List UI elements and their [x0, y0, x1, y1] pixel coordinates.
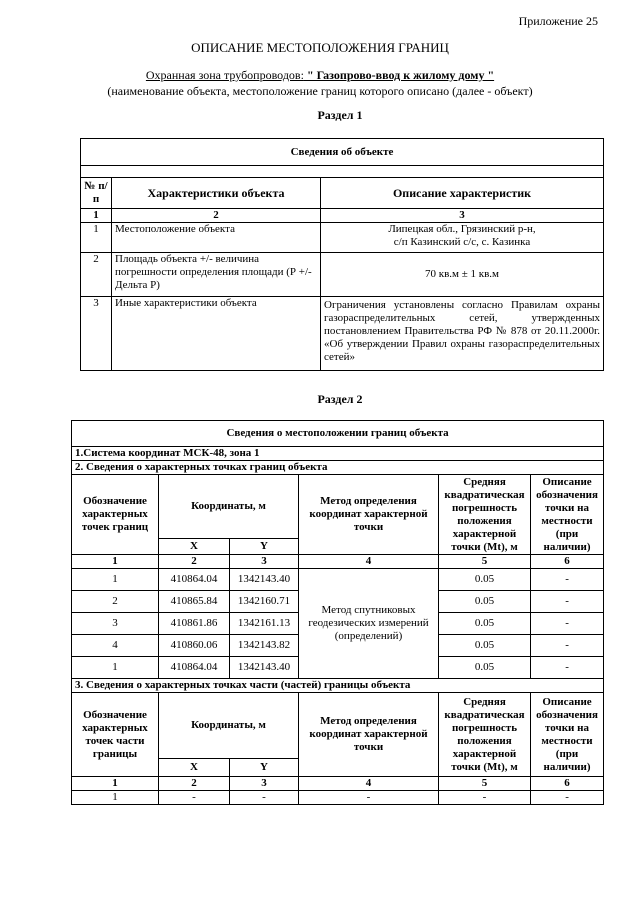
col-header-descr: Описание обозначения точки на местности (при наличии): [531, 475, 604, 555]
point-x: 410861.86: [159, 613, 230, 635]
col-header-char: Характеристики объекта: [112, 178, 321, 209]
row-num: 2: [81, 253, 112, 297]
col-header-x: X: [159, 539, 230, 555]
row-char: Иные характеристики объекта: [112, 297, 321, 371]
table-title: Сведения о местоположении границ объекта: [72, 421, 604, 447]
table-row: [81, 253, 604, 297]
point-mt: 0.05: [439, 569, 531, 591]
row-desc-line: Липецкая обл., Грязинский р-н,: [388, 223, 536, 235]
point-descr: -: [531, 569, 604, 591]
method-cell: Метод спутниковых геодезических измерений (определений): [299, 569, 439, 679]
row-char: Местоположение объекта: [112, 223, 321, 253]
row-num: 1: [81, 223, 112, 253]
page-title: ОПИСАНИЕ МЕСТОПОЛОЖЕНИЯ ГРАНИЦ: [191, 40, 449, 55]
index-cell: 6: [531, 555, 604, 569]
point-mt: 0.05: [439, 591, 531, 613]
point-x: 410860.06: [159, 635, 230, 657]
index-cell: 1: [72, 555, 159, 569]
point-mt: 0.05: [439, 635, 531, 657]
table-row: [81, 297, 604, 371]
col-header-num: № п/п: [81, 178, 112, 209]
point-x: -: [159, 791, 230, 805]
subsection-title: 3. Сведения о характерных точках части (частей) границы объекта: [72, 679, 604, 693]
col-header-coords: Координаты, м: [159, 693, 299, 759]
row-desc-line: с/п Казинский с/с, с. Казинка: [393, 236, 531, 248]
point-y: 1342143.40: [230, 569, 299, 591]
index-cell: 2: [159, 555, 230, 569]
point-mt: 0.05: [439, 613, 531, 635]
point-descr: -: [531, 791, 604, 805]
point-y: 1342143.40: [230, 657, 299, 679]
zone-object: " Газопрово-ввод к жилому дому ": [303, 68, 495, 82]
col-header-point: Обозначение характерных точек части границы: [72, 693, 159, 777]
row-num: 3: [81, 297, 112, 371]
col-header-x: X: [159, 759, 230, 777]
col-header-point: Обозначение характерных точек границ: [72, 475, 159, 555]
point-num: 4: [72, 635, 159, 657]
col-header-method: Метод определения координат характерной точки: [299, 475, 439, 555]
index-cell: 5: [439, 777, 531, 791]
spacer-row: [81, 166, 604, 178]
index-cell: 4: [299, 777, 439, 791]
row-desc: [321, 223, 604, 253]
index-cell: 4: [299, 555, 439, 569]
point-descr: -: [531, 613, 604, 635]
point-descr: -: [531, 635, 604, 657]
col-header-method: Метод определения координат характерной точки: [299, 693, 439, 777]
index-cell: 3: [230, 777, 299, 791]
coord-system: 1.Система координат МСК-48, зона 1: [72, 447, 604, 461]
point-y: 1342161.13: [230, 613, 299, 635]
index-cell: 6: [531, 777, 604, 791]
subtitle: (наименование объекта, местоположение границ которого описано (далее - объект): [107, 84, 533, 98]
col-header-desc: Описание характеристик: [321, 178, 604, 209]
col-header-error: Средняя квадратическая погрешность положения характерной точки (Mt), м: [439, 693, 531, 777]
table-row: [72, 791, 604, 805]
point-num: 1: [72, 657, 159, 679]
point-mt: 0.05: [439, 657, 531, 679]
point-x: 410864.04: [159, 569, 230, 591]
subsection-title: 2. Сведения о характерных точках границ объекта: [72, 461, 604, 475]
index-cell: 3: [321, 209, 604, 223]
point-x: 410864.04: [159, 657, 230, 679]
point-y: 1342160.71: [230, 591, 299, 613]
section2-title: Раздел 2: [317, 392, 363, 406]
table-row: [81, 223, 604, 253]
index-cell: 2: [159, 777, 230, 791]
boundary-table: [71, 420, 604, 805]
row-desc: Ограничения установлены согласно Правилам охраны газораспределительных сетей, утвержденных постановлением Правительства РФ № 878 от 20.11.2000г. «Об утверждении Правил охраны газораспределительных сетей»: [321, 297, 604, 371]
zone-label: Охранная зона трубопроводов:: [145, 68, 304, 82]
index-cell: 5: [439, 555, 531, 569]
index-cell: 1: [72, 777, 159, 791]
index-cell: 2: [112, 209, 321, 223]
col-header-y: Y: [230, 759, 299, 777]
point-x: 410865.84: [159, 591, 230, 613]
col-header-y: Y: [230, 539, 299, 555]
table-title: Сведения об объекте: [81, 139, 604, 166]
point-method: -: [299, 791, 439, 805]
point-num: 1: [72, 569, 159, 591]
point-num: 3: [72, 613, 159, 635]
zone-title: [0, 68, 640, 83]
point-mt: -: [439, 791, 531, 805]
col-header-coords: Координаты, м: [159, 475, 299, 539]
row-desc: 70 кв.м ± 1 кв.м: [321, 253, 604, 297]
point-y: 1342143.82: [230, 635, 299, 657]
col-header-error: Средняя квадратическая погрешность положения характерной точки (Mt), м: [439, 475, 531, 555]
point-descr: -: [531, 657, 604, 679]
table-row: [72, 569, 604, 591]
point-y: -: [230, 791, 299, 805]
col-header-descr: Описание обозначения точки на местности (при наличии): [531, 693, 604, 777]
point-num: 2: [72, 591, 159, 613]
point-descr: -: [531, 591, 604, 613]
row-char: Площадь объекта +/- величина погрешности определения площади (Р +/- Дельта Р): [112, 253, 321, 297]
point-num: 1: [72, 791, 159, 805]
object-info-table: [80, 138, 604, 371]
section1-title: Раздел 1: [317, 108, 363, 122]
index-cell: 1: [81, 209, 112, 223]
appendix-label: Приложение 25: [518, 14, 598, 28]
index-cell: 3: [230, 555, 299, 569]
